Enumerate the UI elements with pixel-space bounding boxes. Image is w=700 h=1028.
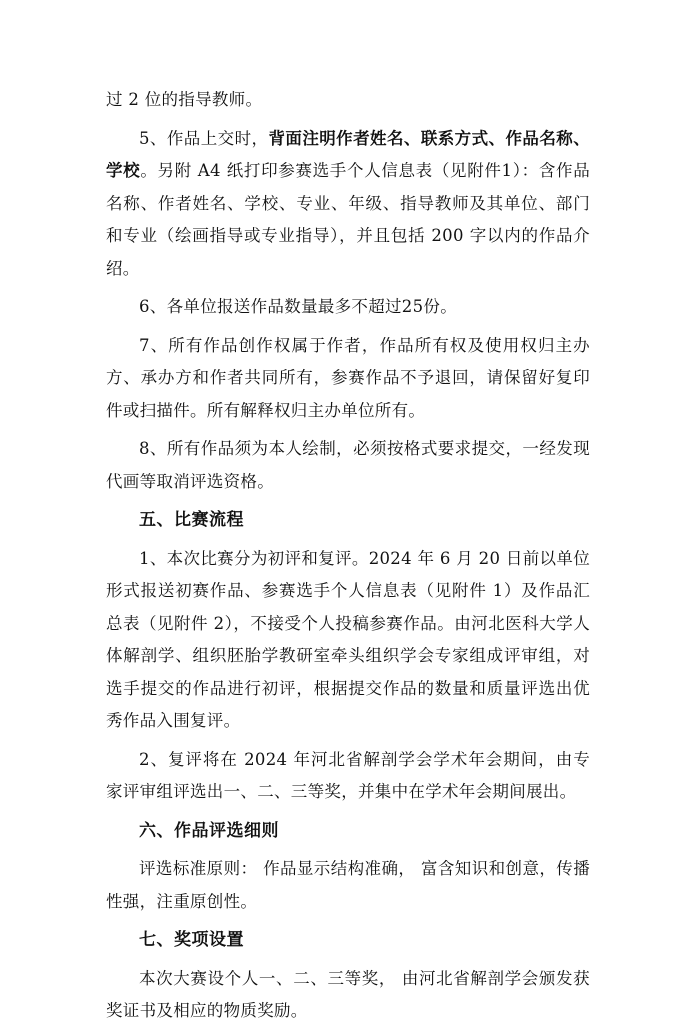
paragraph-process-1: 1、本次比赛分为初评和复评。2024 年 6 月 20 日前以单位形式报送初赛作品、参赛选手个人信息表（见附件 1）及作品汇总表（见附件 2），不接受个人投稿参赛作品。由河北医科大学人体解剖学、组织胚胎学教研室牵头组织学会专家组成评审组，对选手提交的作品进行初评，根据提交作品的数量和质量评选出优秀作品入围复评。 — [106, 548, 590, 730]
section-heading-criteria: 六、作品评选细则 — [139, 820, 279, 841]
paragraph-item-5 — [106, 123, 590, 286]
paragraph-item-7: 7、所有作品创作权属于作者，作品所有权及使用权归主办方、承办方和作者共同所有，参赛作品不予退回，请保留好复印件或扫描件。所有解释权归主办单位所有。 — [106, 335, 590, 420]
paragraph-continued: 过 2 位的指导教师。 — [106, 90, 263, 109]
paragraph-criteria: 评选标准原则： 作品显示结构准确， 富含知识和创意，传播性强，注重原创性。 — [106, 859, 590, 911]
paragraph-process-2: 2、复评将在 2024 年河北省解剖学会学术年会期间，由专家评审组评选出一、二、三等奖，并集中在学术年会期间展出。 — [106, 749, 590, 801]
section-heading-awards: 七、奖项设置 — [139, 930, 244, 950]
paragraph-awards: 本次大赛设个人一、二、三等奖， 由河北省解剖学会颁发获奖证书及相应的物质奖励。 — [106, 968, 590, 1020]
section-heading-process: 五、比赛流程 — [139, 510, 244, 530]
paragraph-item-8: 8、所有作品须为本人绘制，必须按格式要求提交，一经发现代画等取消评选资格。 — [106, 439, 590, 491]
item-5-suffix: 。另附 A4 纸打印参赛选手个人信息表（见附件1）：含作品名称、作者姓名、学校、专业、年级、指导教师及其单位、部门和专业（绘画指导或专业指导），并且包括 200 字以内的作品介绍。 — [106, 161, 590, 278]
item-5-bold-requirement: 背面注明作者姓名、联系方式、作品名称、学校 — [106, 128, 591, 180]
paragraph-item-6: 6、各单位报送作品数量最多不超过25份。 — [139, 297, 457, 316]
item-5-prefix: 5、作品上交时， — [139, 128, 269, 148]
